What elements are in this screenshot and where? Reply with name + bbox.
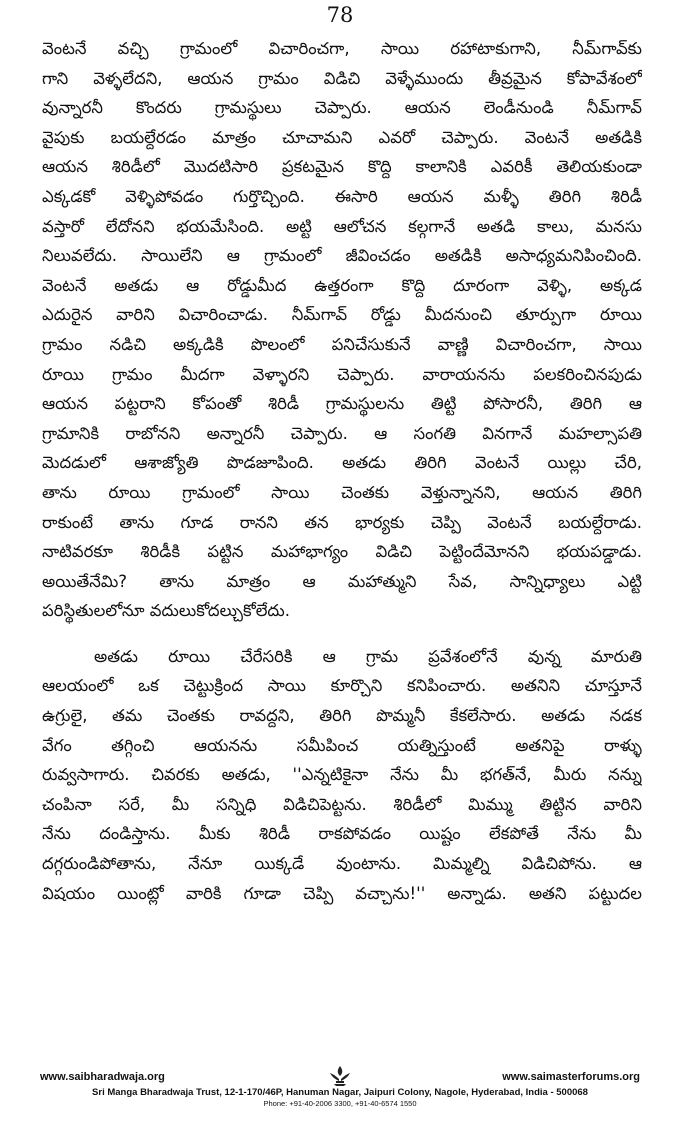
text-line: అయితేనేమి? తాను మాత్రం ఆ మహాత్ముని సేవ, సాన్నిధ్యాలు ఎట్టి	[42, 571, 642, 591]
footer-url-right[interactable]: www.saimasterforums.org	[502, 1071, 640, 1083]
text-line: తాను రూయి గ్రామంలో సాయి చెంతకు వెళ్తున్నానని, ఆయన తిరిగి	[42, 482, 642, 502]
text-line: చంపినా సరే, మీ సన్నిధి విడిచిపెట్టను. శిరిడీలో మిమ్ము తిట్టిన వారిని	[42, 794, 642, 814]
text-line: గ్రామం నడిచి అక్కడికి పొలంలో పనిచేసుకునే వాణ్ణి విచారించగా, సాయి	[42, 334, 642, 354]
text-line: వున్నారనీ కొందరు గ్రామస్థులు చెప్పారు. ఆయన లెండీనుండి నీమ్‌గావ్	[42, 98, 642, 118]
text-line: ఆలయంలో ఒక చెట్టుక్రింద సాయి కూర్చొని కనిపించారు. అతనిని చూస్తూనే	[42, 676, 642, 696]
text-line: గ్రామానికి రాబోనని అన్నారనీ చెప్పారు. ఆ సంగతి వినగానే మహల్సాపతి	[42, 423, 642, 443]
text-line: వైపుకు బయల్దేరడం మాత్రం చూచామని ఎవరో చెప్పారు. వెంటనే అతడికి	[42, 127, 642, 147]
paragraph-2	[42, 642, 642, 908]
text-line: అతడు రూయి చేరేసరికి ఆ గ్రామ ప్రవేశంలోనే వున్న మారుతి	[94, 646, 642, 666]
footer-url-left[interactable]: www.saibharadwaja.org	[40, 1071, 165, 1083]
footer-phone: Phone: +91-40-2006 3300, +91-40-6574 1550	[263, 1099, 417, 1108]
body-text	[42, 34, 642, 908]
footer-address: Sri Manga Bharadwaja Trust, 12-1-170/46P, Hanuman Nagar, Jaipuri Colony, Nagole, Hyderabad, India - 500068	[92, 1087, 588, 1098]
text-line: రూయి గ్రామం మీదగా వెళ్ళారని చెప్పారు. వారాయనను పలకరించినపుడు	[42, 364, 642, 384]
text-line: ఆయన శిరిడీలో మొదటిసారి ప్రకటమైన కొద్ది కాలానికి ఎవరికీ తెలియకుండా	[42, 157, 642, 177]
text-line: ఉగ్రులై, తమ చెంతకు రావద్దని, తిరిగి పొమ్మనీ కేకలేసారు. అతడు నడక	[42, 706, 642, 726]
text-line: వెంటనే అతడు ఆ రోడ్డుమీద ఉత్తరంగా కొద్ది దూరంగా వెళ్ళి, అక్కడ	[42, 275, 642, 295]
footer	[40, 1071, 640, 1087]
sai-emblem-icon	[327, 1065, 353, 1087]
text-line: నిలువలేదు. సాయిలేని ఆ గ్రామంలో జీవించడం అతడికి అసాధ్యమనిపించింది.	[42, 246, 642, 266]
text-line: వేగం తగ్గించి ఆయనను సమీపించ యత్నిస్తుంటే అతనిపై రాళ్ళు	[42, 735, 642, 755]
paragraph-1	[42, 34, 642, 626]
text-line: వస్తారో లేదోనని భయమేసింది. అట్టి ఆలోచన కల్గగానే అతడి కాలు, మనసు	[42, 216, 642, 236]
text-line: రువ్వసాగారు. చివరకు అతడు, ''ఎన్నటికైనా నేను మీ భగత్‌నే, మీరు నన్ను	[42, 765, 642, 785]
text-line: రాకుంటే తాను గూడ రానని తన భార్యకు చెప్పి వెంటనే బయల్దేరాడు.	[42, 512, 642, 532]
text-line: నాటివరకూ శిరిడీకి పట్టిన మహాభాగ్యం విడిచి పెట్టిందేమోనని భయపడ్డాడు.	[42, 542, 642, 562]
text-line: గాని వెళ్ళలేదని, ఆయన గ్రామం విడిచి వెళ్ళేముందు తీవ్రమైన కోపావేశంలో	[42, 68, 642, 88]
text-line: ఆయన పట్టరాని కోపంతో శిరిడీ గ్రామస్థులను తిట్టి పోసారనీ, తిరిగి ఆ	[42, 394, 642, 414]
text-line: నేను దండిస్తాను. మీకు శిరిడీ రాకపోవడం యిష్టం లేకపోతే నేను మీ	[42, 824, 642, 844]
text-line: ఎక్కడకో వెళ్ళిపోవడం గుర్తొచ్చింది. ఈసారి ఆయన మళ్ళీ తిరిగి శిరిడీ	[42, 186, 642, 206]
text-line: వెంటనే వచ్చి గ్రామంలో విచారించగా, సాయి రహాటాకుగాని, నీమ్‌గావ్‌కు	[42, 39, 642, 58]
text-line: పరిస్థితులలోనూ వదులుకోదల్చుకోలేదు.	[42, 601, 290, 621]
text-line: మెదడులో ఆశాజ్యోతి పొడజూపింది. అతడు తిరిగి వెంటనే యిల్లు చేరి,	[42, 453, 642, 473]
paragraph-gap	[42, 626, 642, 642]
page-number: 78	[326, 3, 354, 27]
text-line: విషయం యింట్లో వారికి గూడా చెప్పి వచ్చాను!'' అన్నాడు. అతని పట్టుదల	[42, 883, 642, 903]
text-line: దగ్గరుండిపోతాను, నేనూ యిక్కడే వుంటాను. మిమ్మల్ని విడిచిపోను. ఆ	[42, 854, 642, 874]
text-line: ఎదురైన వారిని విచారించాడు. నీమ్‌గావ్ రోడ్డు మీదనుంచి తూర్పుగా రూయి	[42, 305, 642, 325]
